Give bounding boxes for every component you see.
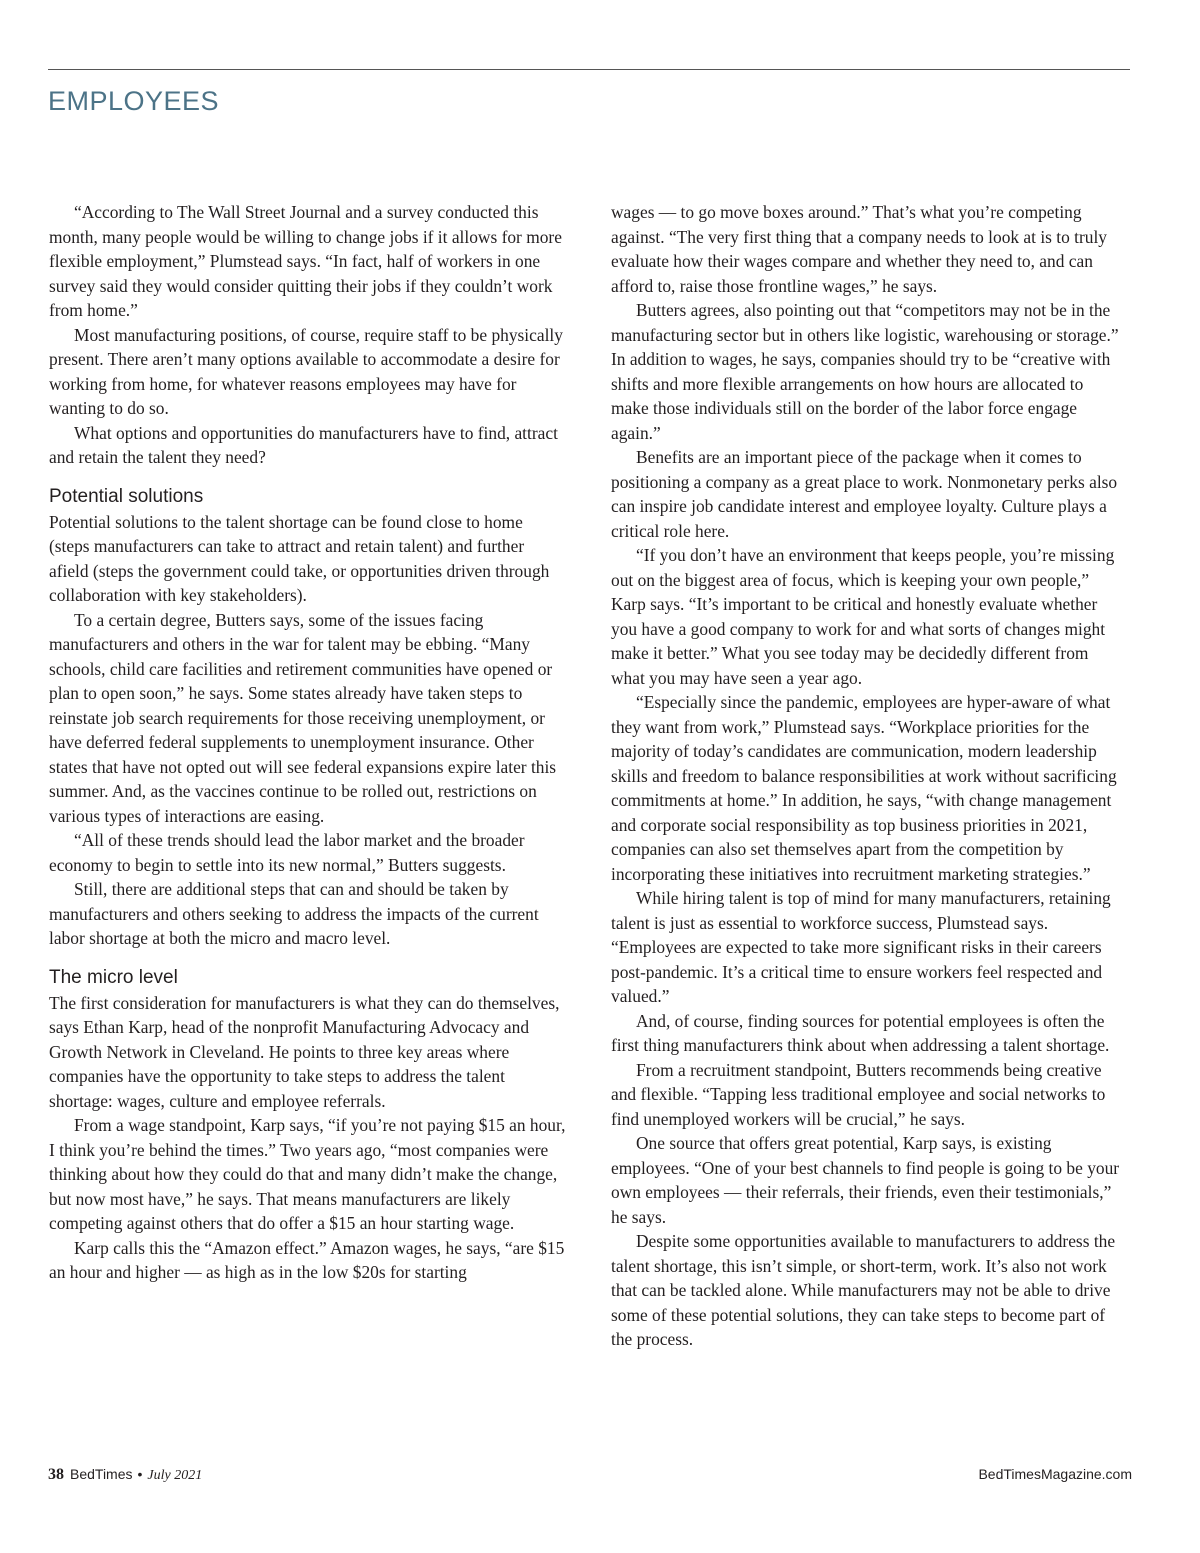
paragraph: Potential solutions to the talent shortage can be found close to home (steps manufacturers can take to attract and retain talent) and further afield (steps the government could take, or opportunities driven through collaboration with key stakeholders). (49, 511, 550, 605)
magazine-name: BedTimes (70, 1466, 133, 1482)
paragraph: One source that offers great potential, Karp says, is existing employees. “One of your best channels to find people is going to be your own employees — their referrals, their friends, even their testimonials,” he says. (611, 1133, 1120, 1227)
page-number: 38 (48, 1466, 64, 1483)
subheading-micro-level: The micro level (49, 966, 178, 988)
subheading-potential-solutions: Potential solutions (49, 485, 204, 507)
paragraph: What options and opportunities do manufacturers have to find, attract and retain the talent they need? (49, 422, 558, 467)
paragraph: Karp calls this the “Amazon effect.” Amazon wages, he says, “are $15 an hour and higher — as high as in the low $20s for starting (49, 1237, 565, 1282)
paragraph: “If you don’t have an environment that keeps people, you’re missing out on the biggest area of focus, which is keeping your own people,” Karp says. “It’s important to be critical and honestly evaluate whether you have a good company to work for and what sorts of changes might make it better.” What you see today may be decidedly different from what you may have seen a year ago. (611, 545, 1115, 688)
footer-website: BedTimesMagazine.com (978, 1466, 1132, 1482)
paragraph: Despite some opportunities available to manufacturers to address the talent shortage, this isn’t simple, or short-term, work. It’s also not work that can be tackled alone. While manufacturers may not be able to drive some of these potential solutions, they can take steps to become part of the process. (611, 1231, 1116, 1349)
paragraph: And, of course, finding sources for potential employees is often the first thing manufacturers think about when addressing a talent shortage. (611, 1010, 1110, 1055)
paragraph: The first consideration for manufacturers is what they can do themselves, says Ethan Karp, head of the nonprofit Manufacturing Advocacy and Growth Network in Cleveland. He points to three key areas where companies have the opportunity to take steps to address the talent shortage: wages, culture and employee referrals. (49, 992, 560, 1111)
footer-separator: • (137, 1466, 143, 1482)
paragraph: Most manufacturing positions, of course, require staff to be physically present. There aren’t many options available to accommodate a desire for working from home, for whatever reasons employees may have for wanting to do so. (49, 324, 563, 418)
paragraph: “All of these trends should lead the labor market and the broader economy to begin to settle into its new normal,” Butters suggests. (49, 830, 525, 875)
paragraph: Benefits are an important piece of the package when it comes to positioning a company as a great place to work. Nonmonetary perks also can inspire job candidate interest and employee loyalty. Culture plays a critical role here. (611, 447, 1118, 541)
footer-folio (48, 1466, 202, 1484)
issue-date: July 2021 (147, 1468, 203, 1483)
right-column (611, 200, 1123, 1352)
paragraph: From a wage standpoint, Karp says, “if you’re not paying $15 an hour, I think you’re behind the times.” Two years ago, “most companies were thinking about how they could do that and many didn’t make the change, but now most have,” he says. That means manufacturers are likely competing against others that do offer a $15 an hour starting wage. (49, 1115, 566, 1233)
paragraph: “According to The Wall Street Journal and a survey conducted this month, many people would be willing to change jobs if it allows for more flexible employment,” Plumstead says. “In fact, half of workers in one survey said they would consider quitting their jobs if they couldn’t work from home.” (49, 202, 562, 320)
paragraph: Butters agrees, also pointing out that “competitors may not be in the manufacturing sector but in others like logistic, warehousing or storage.” In addition to wages, he says, companies should try to be “creative with shifts and more flexible arrangements on how hours are allocated to make those individuals still on the border of the labor force engage again.” (611, 300, 1119, 443)
paragraph: To a certain degree, Butters says, some of the issues facing manufacturers and others in the war for talent may be ebbing. “Many schools, child care facilities and retirement communities have opened or plan to open soon,” he says. Some states already have taken steps to reinstate job search requirements for those receiving unemployment, or have deferred federal supplements to unemployment insurance. Other states that have not opted out will see federal expansions expire later this summer. And, as the vaccines continue to be rolled out, restrictions on various types of interactions are easing. (49, 609, 557, 826)
paragraph: wages — to go move boxes around.” That’s what you’re competing against. “The very first thing that a company needs to look at is to truly evaluate how their wages compare and whether they need to, and can afford to, raise those frontline wages,” he says. (611, 202, 1107, 296)
left-column (49, 200, 567, 1285)
paragraph: From a recruitment standpoint, Butters recommends being creative and flexible. “Tapping less traditional employee and social networks to find unemployed workers will be crucial,” he says. (611, 1059, 1106, 1129)
paragraph: While hiring talent is top of mind for many manufacturers, retaining talent is just as essential to workforce success, Plumstead says. “Employees are expected to take more significant risks in their careers post-pandemic. It’s a critical time to ensure workers feel respected and valued.” (611, 888, 1111, 1006)
header-rule (48, 69, 1130, 70)
paragraph: “Especially since the pandemic, employees are hyper-aware of what they want from work,” Plumstead says. “Workplace priorities for the majority of today’s candidates are communication, modern leadership skills and freedom to balance responsibilities at work without sacrificing commitments at home.” In addition, he says, “with change management and corporate social responsibility as top business priorities in 2021, companies can also set themselves apart from the competition by incorporating these initiatives into recruitment marketing strategies.” (611, 692, 1117, 884)
section-title: EMPLOYEES (48, 86, 220, 116)
paragraph: Still, there are additional steps that can and should be taken by manufacturers and others seeking to address the impacts of the current labor shortage at both the micro and macro level. (49, 879, 539, 948)
